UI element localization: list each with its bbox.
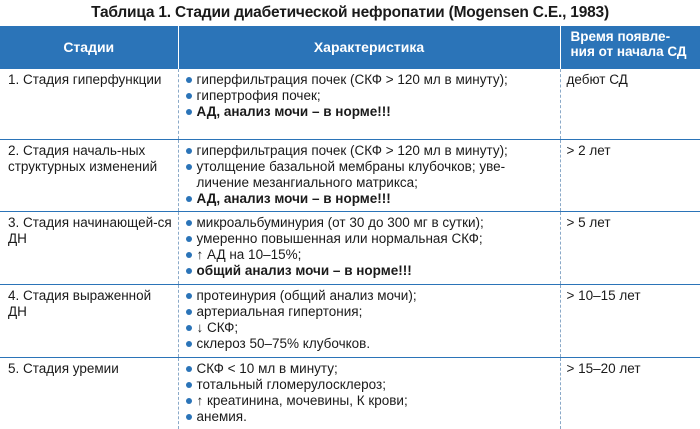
features-cell bbox=[178, 284, 560, 357]
header-time-line1: Время появле- bbox=[570, 29, 671, 44]
feature-item: гиперфильтрация почек (СКФ > 120 мл в минуту); bbox=[185, 143, 556, 159]
header-time-line2: ния от начала СД bbox=[570, 44, 687, 59]
time-cell: > 15–20 лет bbox=[560, 357, 700, 429]
feature-item: гиперфильтрация почек (СКФ > 120 мл в минуту); bbox=[185, 72, 556, 88]
header-stage: Стадии bbox=[0, 26, 178, 69]
stage-cell: 1. Стадия гиперфункции bbox=[8, 72, 162, 87]
stage-cell: 3. Стадия начинающей-ся ДН bbox=[0, 211, 178, 284]
feature-item: склероз 50–75% клубочков. bbox=[185, 336, 556, 352]
table-row bbox=[0, 69, 700, 139]
feature-item: ↓ СКФ; bbox=[185, 320, 556, 336]
header-row bbox=[0, 26, 700, 69]
feature-item: ↑ АД на 10–15%; bbox=[185, 247, 556, 263]
feature-item: микроальбуминурия (от 30 до 300 мг в сутки); bbox=[185, 215, 556, 231]
feature-item: тотальный гломерулосклероз; bbox=[185, 377, 556, 393]
feature-item: ↑ креатинина, мочевины, К крови; bbox=[185, 393, 556, 409]
features-cell bbox=[178, 211, 560, 284]
feature-item: утолщение базальной мембраны клубочков; уве-личение мезангиального матрикса; bbox=[185, 159, 556, 191]
features-cell bbox=[178, 69, 560, 139]
time-cell: дебют СД bbox=[560, 69, 700, 139]
table-row bbox=[0, 284, 700, 357]
features-cell bbox=[178, 139, 560, 211]
feature-item: анемия. bbox=[185, 409, 556, 425]
table-row bbox=[0, 139, 700, 211]
table-row bbox=[0, 357, 700, 429]
feature-item: артериальная гипертония; bbox=[185, 304, 556, 320]
feature-item: умеренно повышенная или нормальная СКФ; bbox=[185, 231, 556, 247]
time-cell: > 5 лет bbox=[560, 211, 700, 284]
header-features: Характеристика bbox=[178, 26, 560, 69]
feature-item: АД, анализ мочи – в норме!!! bbox=[185, 191, 556, 207]
feature-item: АД, анализ мочи – в норме!!! bbox=[185, 104, 556, 120]
feature-item: общий анализ мочи – в норме!!! bbox=[185, 263, 556, 279]
feature-item: гипертрофия почек; bbox=[185, 88, 556, 104]
time-cell: > 10–15 лет bbox=[560, 284, 700, 357]
stage-cell: 4. Стадия выраженной ДН bbox=[0, 284, 178, 357]
time-cell: > 2 лет bbox=[560, 139, 700, 211]
header-time bbox=[560, 26, 700, 69]
table-row bbox=[0, 211, 700, 284]
features-cell bbox=[178, 357, 560, 429]
table-title: Таблица 1. Стадии диабетической нефропатии (Mogensen C.E., 1983) bbox=[91, 4, 609, 21]
feature-item: СКФ < 10 мл в минуту; bbox=[185, 361, 556, 377]
stage-cell: 2. Стадия началь-ных структурных изменений bbox=[0, 139, 178, 211]
stage-cell: 5. Стадия уремии bbox=[0, 357, 178, 429]
feature-item: протеинурия (общий анализ мочи); bbox=[185, 288, 556, 304]
nephropathy-stages-table bbox=[0, 26, 700, 429]
